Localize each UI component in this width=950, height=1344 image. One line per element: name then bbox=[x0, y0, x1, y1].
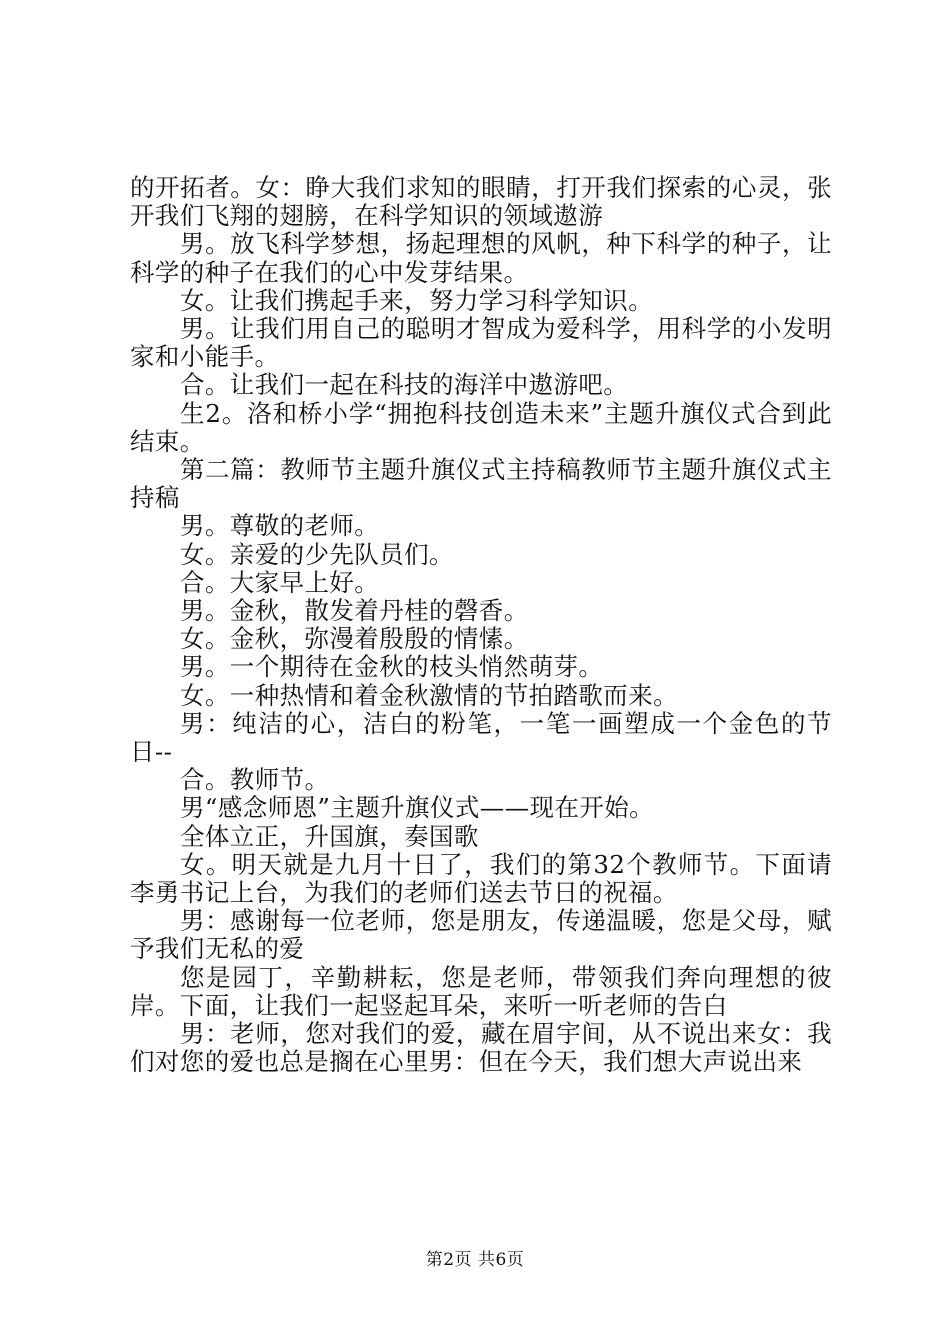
paragraph: 女。金秋，弥漫着殷殷的情愫。 bbox=[180, 624, 529, 654]
paragraph: 女。一种热情和着金秋激情的节拍踏歌而来。 bbox=[180, 680, 678, 710]
paragraph: 女。亲爱的少先队员们。 bbox=[180, 539, 454, 569]
paragraph: 的开拓者。女：睁大我们求知的眼睛，打开我们探索的心灵，张开我们飞翔的翅膀，在科学知识的领域遨游 bbox=[130, 173, 832, 231]
paragraph: 您是园丁，辛勤耕耘，您是老师，带领我们奔向理想的彼岸。下面，让我们一起竖起耳朵，来听一听老师的告白 bbox=[130, 962, 832, 1020]
paragraph: 男：纯洁的心，洁白的粉笔，一笔一画塑成一个金色的节日-- bbox=[130, 708, 832, 767]
paragraph: 男：感谢每一位老师，您是朋友，传递温暖，您是父母，赋予我们无私的爱 bbox=[130, 906, 832, 964]
paragraph: 男。尊敬的老师。 bbox=[180, 511, 380, 541]
paragraph: 男“感念师恩”主题升旗仪式——现在开始。 bbox=[180, 793, 655, 823]
paragraph: 男。让我们用自己的聪明才智成为爱科学，用科学的小发明家和小能手。 bbox=[130, 314, 832, 372]
paragraph: 男：老师，您对我们的爱，藏在眉宇间，从不说出来女：我们对您的爱也总是搁在心里男：但在今天，我们想大声说出来 bbox=[130, 1019, 832, 1077]
paragraph: 生2。洛和桥小学“拥抱科技创造未来”主题升旗仪式合到此结束。 bbox=[130, 398, 832, 456]
document-body bbox=[130, 174, 832, 1077]
paragraph: 全体立正，升国旗，奏国歌 bbox=[180, 821, 479, 851]
paragraph: 男。金秋，散发着丹桂的磬香。 bbox=[180, 596, 529, 626]
page-footer: 第2页 共6页 bbox=[425, 1250, 525, 1270]
paragraph: 男。一个期待在金秋的枝头悄然萌芽。 bbox=[180, 652, 604, 682]
paragraph: 女。让我们携起手来，努力学习科学知识。 bbox=[180, 285, 654, 315]
paragraph: 男。放飞科学梦想，扬起理想的风帆，种下科学的种子，让科学的种子在我们的心中发芽结果。 bbox=[130, 229, 832, 287]
paragraph: 女。明天就是九月十日了，我们的第32个教师节。下面请李勇书记上台，为我们的老师们送去节日的祝福。 bbox=[130, 849, 832, 908]
paragraph: 合。让我们一起在科技的海洋中遨游吧。 bbox=[180, 370, 629, 400]
paragraph: 合。大家早上好。 bbox=[180, 567, 380, 597]
paragraph: 合。教师节。 bbox=[180, 765, 330, 795]
section-heading: 第二篇：教师节主题升旗仪式主持稿教师节主题升旗仪式主持稿 bbox=[130, 455, 832, 513]
